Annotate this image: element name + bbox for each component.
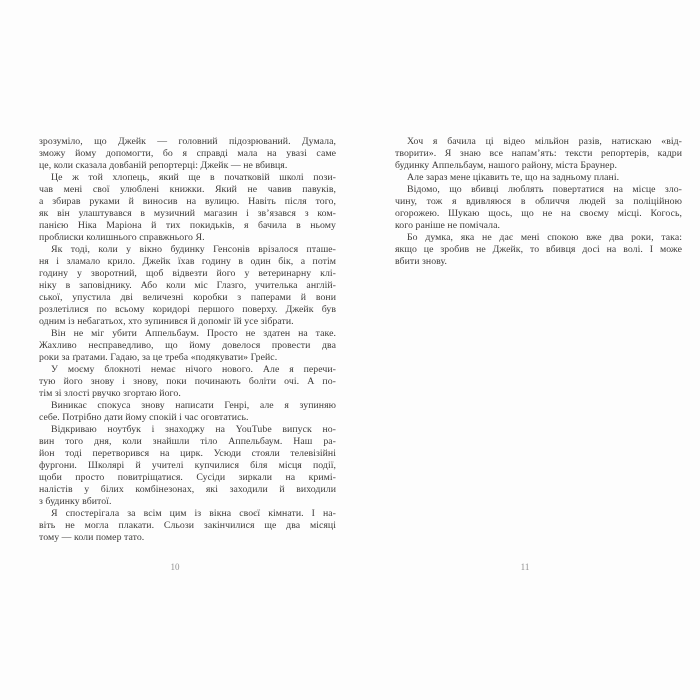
text-line: тому — коли помер тато. xyxy=(39,532,145,543)
text-line: чину, тож я вдивляюся в обличчя людей за поліційною xyxy=(395,196,682,207)
text-line: зрозуміло, що Джейк — головний підозрюваний. Думала, xyxy=(39,136,336,147)
text-line: якщо це зробив не Джейк, то вбивця досі на волі. І може xyxy=(395,244,682,255)
text-line: годину у зворотний, щоб відвезти його у ветеринарну клі- xyxy=(39,268,336,279)
text-line: У моєму блокноті немає нічого нового. Але я перечи- xyxy=(51,364,336,375)
paragraph xyxy=(39,328,336,364)
text-line: тім зі злості рвучко згортаю його. xyxy=(39,388,181,399)
text-line: тую його знову і знову, поки починають боліти очі. А по- xyxy=(39,376,336,387)
text-line: Але зараз мене цікавить те, що на задньому плані. xyxy=(407,172,620,183)
paragraph xyxy=(39,136,336,172)
text-line: розлетілися по всьому коридорі першого поверху. Джейк був xyxy=(39,304,336,315)
paragraph xyxy=(395,172,682,184)
page-left-text xyxy=(39,136,336,544)
text-line: налістів у білих комбінезонах, які заходили й виходили xyxy=(39,484,336,495)
paragraph xyxy=(39,244,336,328)
text-line: йон тоді перетворився на цирк. Усюди стояли телевізійні xyxy=(39,448,336,459)
text-line: ської, упустила дві величезні коробки з паперами й вони xyxy=(39,292,336,303)
text-line: фургони. Школярі й учителі купчилися біля місця події, xyxy=(39,460,336,471)
text-line: Виникає спокуса знову написати Генрі, але я зупиняю xyxy=(51,400,336,411)
text-line: Відомо, що вбивці люблять повертатися на місце зло- xyxy=(407,184,682,195)
paragraph xyxy=(39,424,336,508)
text-line: Як тоді, коли у вікно будинку Генсонів врізалося пташе- xyxy=(51,244,336,255)
text-line: Я спостерігала за всім цим із вікна своєї кімнати. І на- xyxy=(51,508,336,519)
text-line: як він улаштувався в музичний магазин і зв’язався з ком- xyxy=(39,208,336,219)
text-line: творити». Я знаю все напам’ять: тексти репортерів, кадри xyxy=(395,148,682,159)
page-number-right: 11 xyxy=(520,562,530,572)
text-line: віть не могла плакати. Сльози закінчилися ще два місяці xyxy=(39,520,336,531)
text-line: з будинку вбитої. xyxy=(39,496,112,507)
page-right xyxy=(350,0,700,700)
text-line: це, коли сказала довбаній репортерці: Джейк — не вбивця. xyxy=(39,160,288,171)
paragraph xyxy=(395,184,682,232)
text-line: огорожею. Шукаю щось, що не на своєму місці. Когось, xyxy=(395,208,682,219)
text-line: кого раніше не помічала. xyxy=(395,220,500,231)
text-line: чав мені свої улюблені книжки. Який не чавив павуків, xyxy=(39,184,336,195)
text-line: ніку в заповіднику. Або коли міс Глазго, учителька англій- xyxy=(39,280,336,291)
text-line: Хоч я бачила ці відео мільйон разів, натискаю «від- xyxy=(407,136,682,147)
text-line: ня і зламало крило. Джейк їхав годину в один бік, а потім xyxy=(39,256,336,267)
paragraph xyxy=(39,364,336,400)
text-line: Це ж той хлопець, який ще в початковій школі пози- xyxy=(51,172,336,183)
text-line: зможу йому допомогти, бо я справді мала на увазі саме xyxy=(39,148,336,159)
text-line: щоби просто повитріщатися. Сусіди зиркали на кримі- xyxy=(39,472,336,483)
text-line: одним із небагатьох, хто зупинився й допоміг їй усе зібрати. xyxy=(39,316,294,327)
page-number-left: 10 xyxy=(170,562,180,572)
text-line: а збирав руками й виносив на вулицю. Навіть після того, xyxy=(39,196,336,207)
paragraph xyxy=(39,400,336,424)
text-line: Жахливо несправедливо, що йому довелося провести два xyxy=(39,340,336,351)
paragraph xyxy=(39,172,336,244)
paragraph xyxy=(395,232,682,268)
text-line: вбити знову. xyxy=(395,256,447,267)
paragraph xyxy=(39,508,336,544)
page-right-text xyxy=(395,136,682,268)
text-line: вин того дня, коли знайшли тіло Аппельбаум. Наш ра- xyxy=(39,436,336,447)
text-line: Відкриваю ноутбук і знаходжу на YouTube випуск но- xyxy=(51,424,336,435)
text-line: себе. Потрібно дати йому спокій і час оговтатись. xyxy=(39,412,249,423)
text-line: будинку Аппельбаум, нашого району, міста Браунер. xyxy=(395,160,618,171)
text-line: роки за ґратами. Гадаю, за це треба «подякувати» Грейс. xyxy=(39,352,278,363)
paragraph xyxy=(395,136,682,172)
text-line: проблиски колишнього справжнього Я. xyxy=(39,232,205,243)
text-line: Бо думка, яка не дає мені спокою вже два роки, така: xyxy=(407,232,682,243)
text-line: Він не міг убити Аппельбаум. Просто не здатен на таке. xyxy=(51,328,336,339)
text-line: панією Ніка Маріона й тих покидьків, я бачила в ньому xyxy=(39,220,336,231)
